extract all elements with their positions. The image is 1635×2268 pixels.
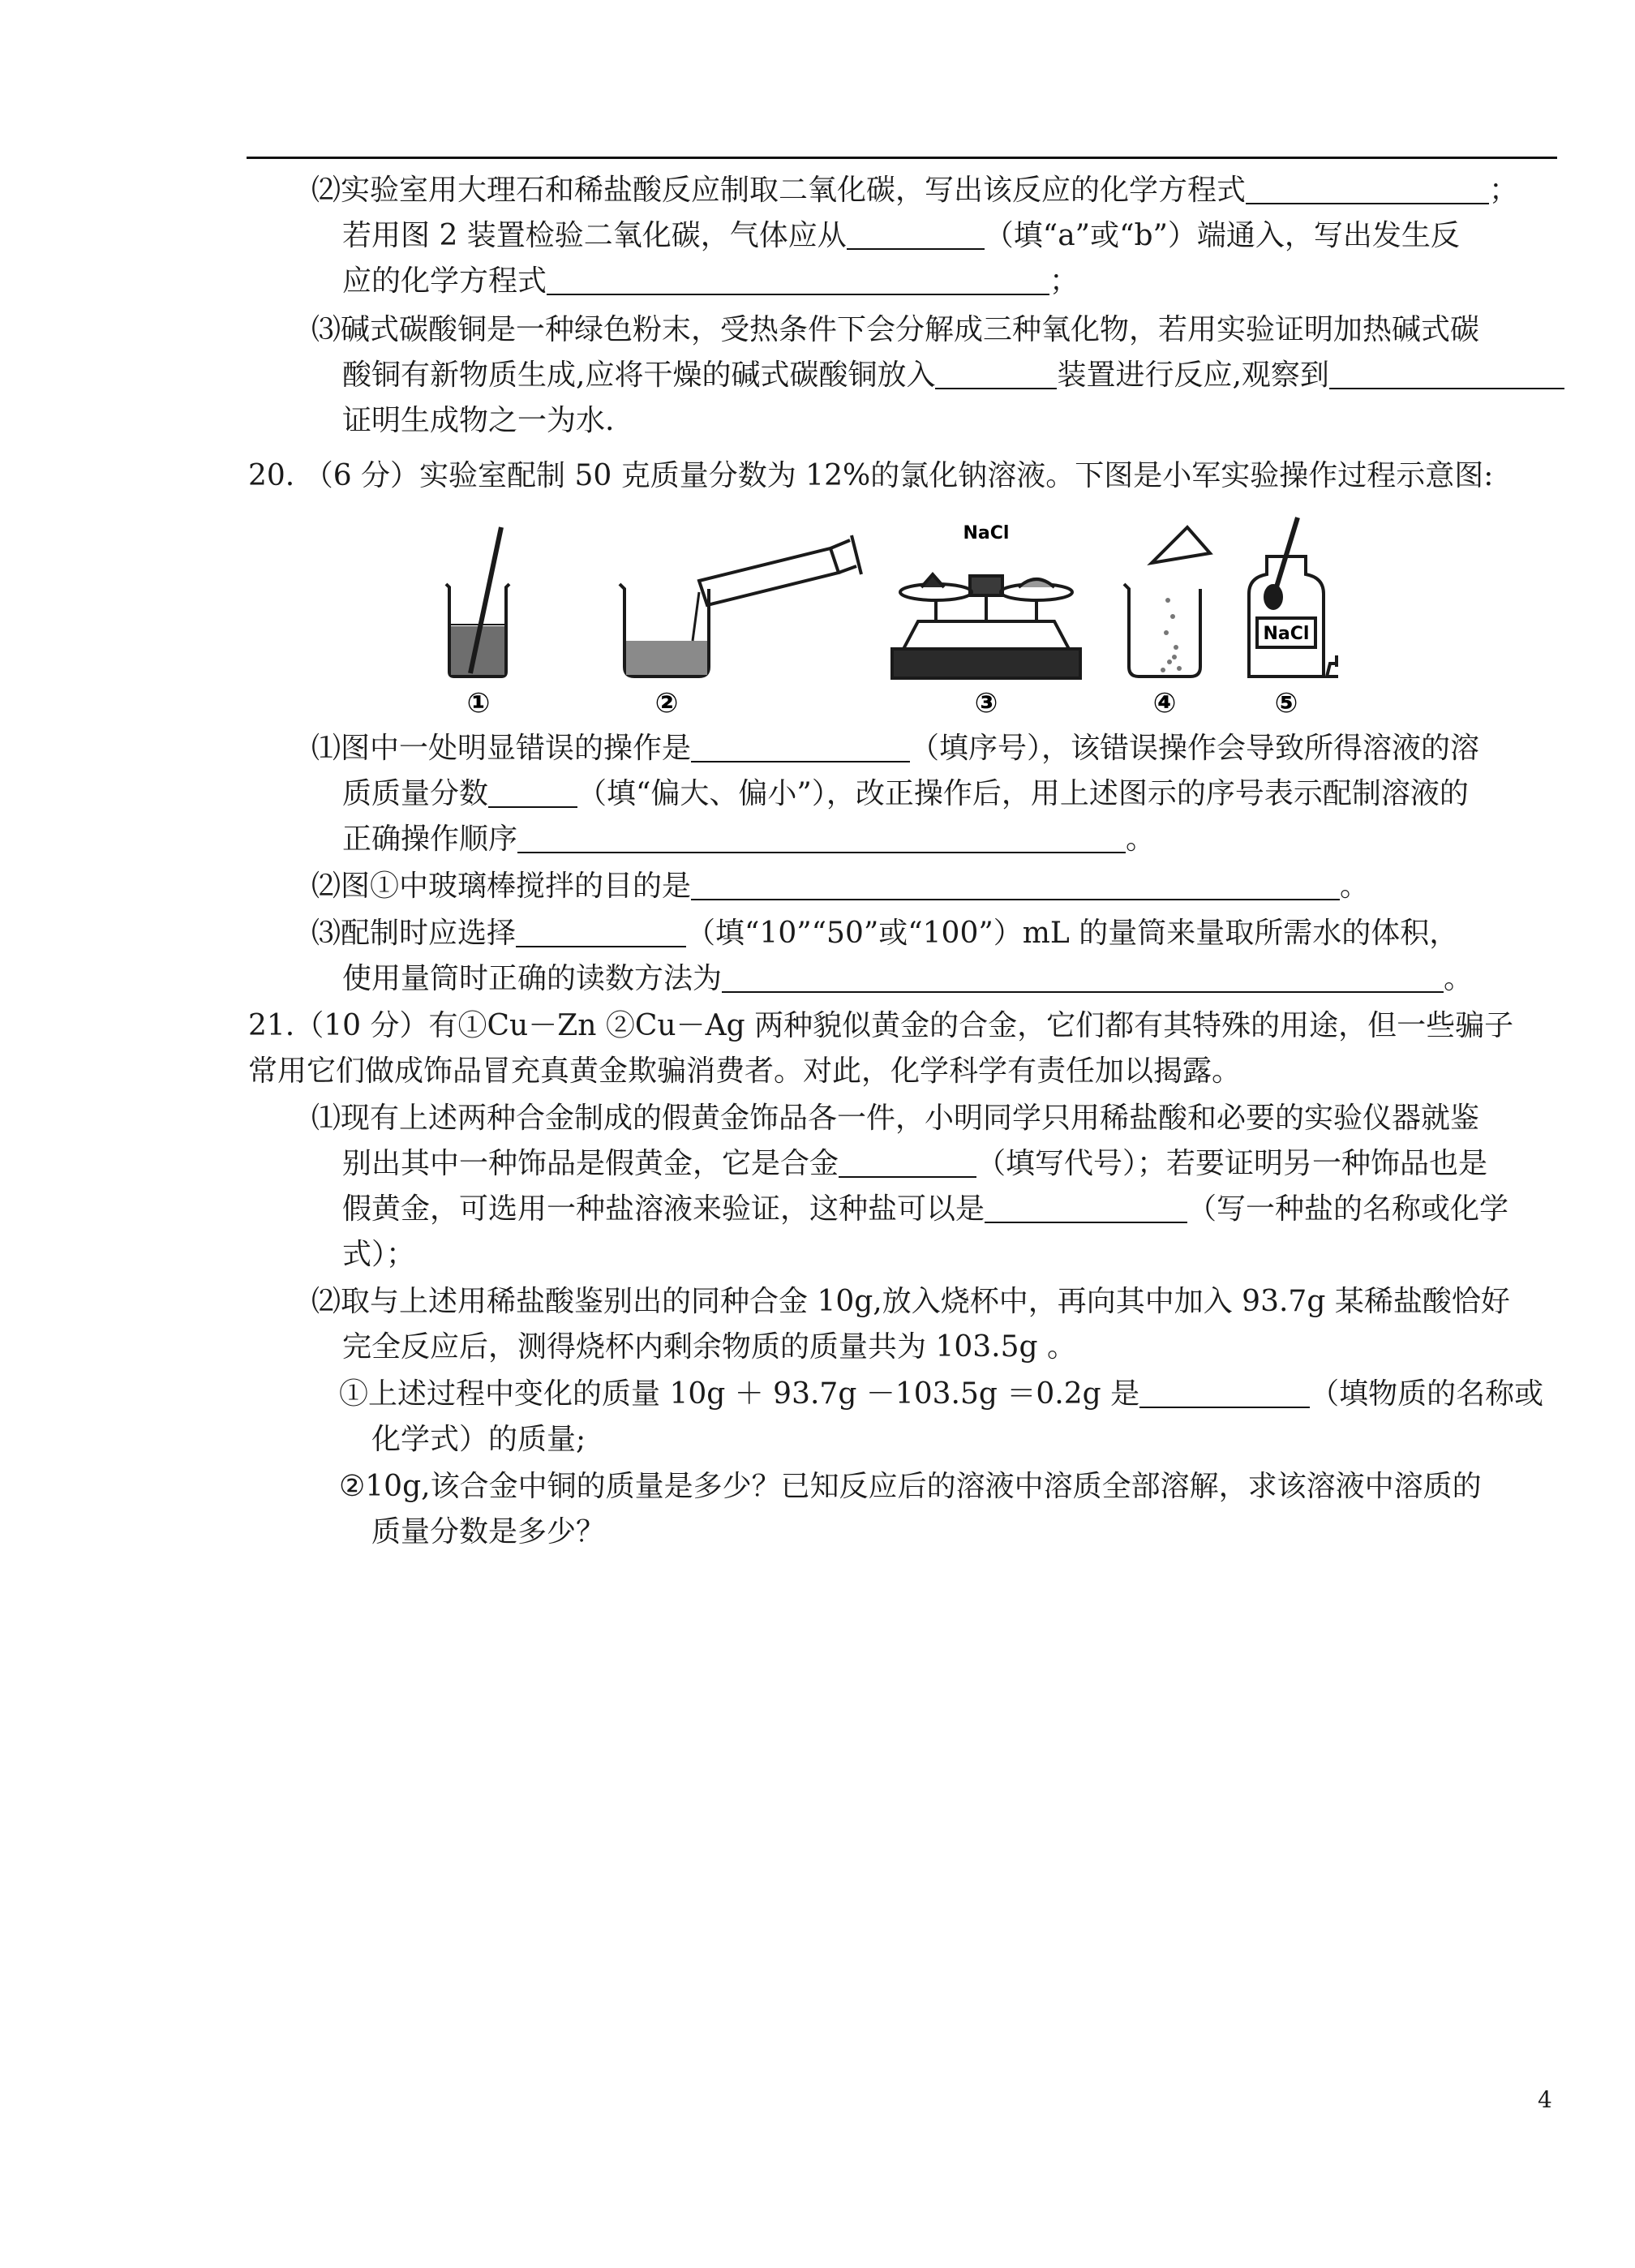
answer-blank[interactable] xyxy=(516,918,686,947)
q20-p1-line1: ⑴图中一处明显错误的操作是 （填序号），该错误操作会导致所得溶液的溶 xyxy=(311,732,1480,765)
q19-p3-line2: 酸铜有新物质生成,应将干燥的碱式碳酸铜放入 装置进行反应,观察到 xyxy=(342,357,1564,394)
figure-label-3: ③ xyxy=(974,687,998,719)
q21-s1-line2: 化学式）的质量; xyxy=(371,1423,586,1456)
q21-p1-line2: 别出其中一种饰品是假黄金，它是合金 （填写代号）；若要证明另一种饰品也是 xyxy=(342,1147,1488,1180)
q19-p3-line3: 证明生成物之一为水. xyxy=(342,404,615,437)
q19-p2-line2: 若用图 2 装置检验二氧化碳，气体应从 （填“a”或“b”）端通入，写出发生反 xyxy=(342,219,1460,252)
balance-scale-icon xyxy=(892,574,1080,678)
answer-blank[interactable] xyxy=(1139,1379,1310,1408)
answer-blank[interactable] xyxy=(935,360,1057,389)
q20-p3-line1: ⑶配制时应选择 （填“10”“50”或“100”）mL 的量筒来量取所需水的体积， xyxy=(311,917,1459,950)
q21-p2-line2: 完全反应后，测得烧杯内剩余物质的质量共为 103.5g 。 xyxy=(342,1330,1076,1364)
reagent-bottle-icon xyxy=(1249,518,1338,677)
pouring-solid-icon xyxy=(1124,527,1210,677)
header-rule xyxy=(247,157,1557,159)
graduated-cylinder-pouring-icon xyxy=(620,535,861,677)
q19-p2-line3: 应的化学方程式 ； xyxy=(342,264,1079,298)
answer-blank[interactable] xyxy=(517,824,1126,853)
answer-blank[interactable] xyxy=(1329,360,1564,389)
answer-blank[interactable] xyxy=(985,1194,1187,1223)
q20-p1-line3: 正确操作顺序 。 xyxy=(342,823,1156,856)
q20-p3-line2: 使用量筒时正确的读数方法为 。 xyxy=(342,962,1474,995)
q20-p1-line2: 质质量分数 （填“偏大、偏小”），改正操作后，用上述图示的序号表示配制溶液的 xyxy=(342,777,1469,810)
q21-s2-line2: 质量分数是多少？ xyxy=(371,1515,606,1549)
q21-p2-line1: ⑵取与上述用稀盐酸鉴别出的同种合金 10g,放入烧杯中，再向其中加入 93.7g 某稀盐酸恰好 xyxy=(311,1285,1510,1318)
q19-p2-line1: ⑵实验室用大理石和稀盐酸反应制取二氧化碳，写出该反应的化学方程式 ； xyxy=(311,174,1519,207)
nacl-bottle-label: NaCl xyxy=(1263,624,1310,644)
answer-blank[interactable] xyxy=(722,964,1444,993)
answer-blank[interactable] xyxy=(1246,175,1489,204)
q20-p2: ⑵图①中玻璃棒搅拌的目的是 。 xyxy=(311,870,1370,903)
figure-label-4: ④ xyxy=(1152,687,1177,719)
answer-blank[interactable] xyxy=(847,221,985,250)
q21-s1-line1: ①上述过程中变化的质量 10g ＋ 93.7g －103.5g ＝0.2g 是 （填物质的名称或 xyxy=(339,1377,1544,1411)
figure-label-5: ⑤ xyxy=(1274,687,1298,719)
q19-p3-line1: ⑶碱式碳酸铜是一种绿色粉末，受热条件下会分解成三种氧化物，若用实验证明加热碱式碳 xyxy=(311,313,1480,346)
page-number: 4 xyxy=(1538,2086,1552,2113)
answer-blank[interactable] xyxy=(691,871,1340,900)
answer-blank[interactable] xyxy=(547,266,1049,295)
q21-p1-line3: 假黄金，可选用一种盐溶液来验证，这种盐可以是 （写一种盐的名称或化学 xyxy=(342,1192,1509,1226)
experiment-procedure-figure xyxy=(438,503,1338,722)
q21-p1-line4: 式）； xyxy=(342,1238,416,1271)
nacl-balance-label: NaCl xyxy=(963,523,1010,543)
figure-label-1: ① xyxy=(466,687,491,719)
answer-blank[interactable] xyxy=(691,733,910,762)
figure-label-2: ② xyxy=(654,687,679,719)
q21-s2-line1: ②10g,该合金中铜的质量是多少？已知反应后的溶液中溶质全部溶解，求该溶液中溶质的 xyxy=(339,1470,1482,1503)
q21-p1-line1: ⑴现有上述两种合金制成的假黄金饰品各一件，小明同学只用稀盐酸和必要的实验仪器就鉴 xyxy=(311,1102,1480,1135)
q20-intro: 20. （6 分）实验室配制 50 克质量分数为 12%的氯化钠溶液。下图是小军实验操作过程示意图: xyxy=(248,459,1494,492)
q21-intro-line1: 21.（10 分）有①Cu－Zn ②Cu－Ag 两种貌似黄金的合金，它们都有其特殊的用途，但一些骗子 xyxy=(248,1009,1514,1042)
q21-intro-line2: 常用它们做成饰品冒充真黄金欺骗消费者。对此，化学科学有责任加以揭露。 xyxy=(248,1055,1242,1088)
answer-blank[interactable] xyxy=(839,1149,976,1178)
answer-blank[interactable] xyxy=(488,779,577,808)
beaker-stirring-icon xyxy=(446,527,509,677)
